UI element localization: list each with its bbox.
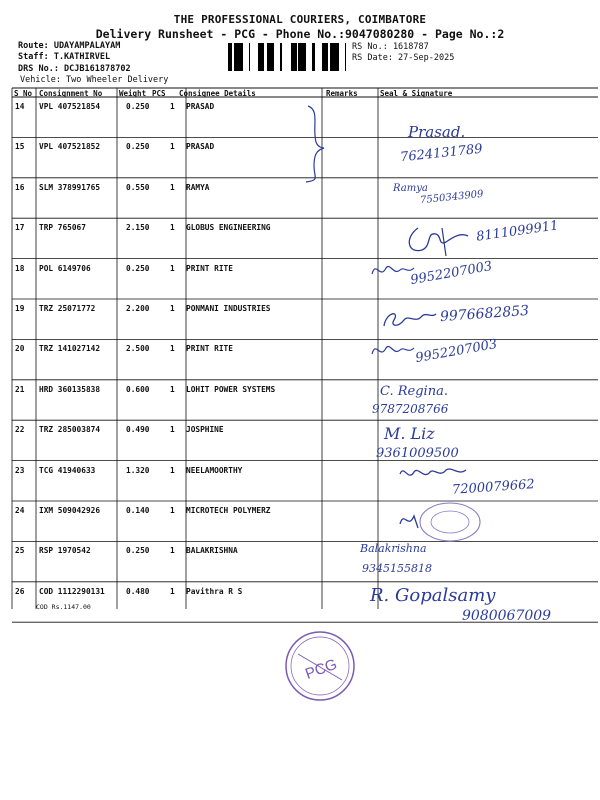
- row-consignee: PRINT RITE: [186, 344, 233, 354]
- row-consignee: PRASAD: [186, 102, 215, 111]
- row-weight: 2.150: [126, 223, 150, 233]
- row-weight: 0.600: [126, 384, 150, 394]
- brace-mark: [302, 104, 326, 184]
- row-pcs: 1: [170, 384, 175, 394]
- row-sno: 14: [15, 102, 25, 111]
- company-seal-microtech: [392, 500, 492, 544]
- row-sno: 16: [15, 182, 25, 192]
- row-consignment: TRP 765067: [39, 223, 86, 233]
- col-header-weight: Weight: [119, 89, 147, 98]
- phone-josphine: 9361009500: [376, 446, 459, 461]
- phone-prasad: 7624131789: [399, 141, 484, 166]
- row-sno: 25: [15, 546, 25, 556]
- row-pcs: 1: [170, 506, 175, 515]
- row-weight: 0.490: [126, 425, 150, 435]
- row-consignee: MICROTECH POLYMERZ: [186, 506, 271, 515]
- phone-globus: 8111099911: [475, 218, 560, 245]
- row-weight: 0.250: [126, 102, 150, 111]
- row-consignment: VPL 407521852: [39, 142, 101, 152]
- row-weight: 0.140: [126, 506, 150, 515]
- row-consignment: TRZ 285003874: [39, 425, 101, 435]
- row-consignment: VPL 407521854: [39, 102, 101, 111]
- phone-balakrishna: 9345155818: [362, 562, 432, 575]
- col-header-sno: S No: [14, 89, 33, 98]
- staff-label: Staff: T.KATHIRVEL: [18, 52, 111, 62]
- row-pcs: 1: [170, 465, 175, 475]
- signature-josphine: M. Liz: [384, 424, 435, 443]
- phone-gopalsamy: 9080067009: [462, 608, 552, 624]
- signature-regina: C. Regina.: [380, 384, 448, 399]
- row-sno: 21: [15, 384, 25, 394]
- row-sno: 20: [15, 344, 25, 354]
- row-pcs: 1: [170, 102, 175, 111]
- signature-neelamoorthy: [396, 462, 474, 484]
- signature-gopalsamy: R. Gopalsamy: [370, 585, 496, 606]
- phone-neelamoorthy: 7200079662: [451, 477, 536, 498]
- row-pcs: 1: [170, 586, 175, 596]
- row-weight: 0.250: [126, 263, 150, 273]
- row-consignee: LOHIT POWER SYSTEMS: [186, 384, 276, 394]
- row-consignment: TRZ 141027142: [39, 344, 101, 354]
- route-label: Route: UDAYAMPALAYAM: [18, 41, 121, 51]
- row-sno: 15: [15, 142, 25, 152]
- row-weight: 0.250: [126, 142, 150, 152]
- cod-amount: COD Rs.1147.00: [36, 603, 91, 611]
- row-consignment: SLM 378991765: [39, 182, 101, 192]
- phone-ponmani: 9976682853: [439, 302, 530, 326]
- row-pcs: 1: [170, 223, 175, 233]
- row-consignment: HRD 360135838: [39, 384, 101, 394]
- row-pcs: 1: [170, 182, 175, 192]
- signature-prasad: Prasad.: [408, 123, 466, 141]
- row-sno: 22: [15, 425, 25, 435]
- barcode: [228, 43, 348, 71]
- row-pcs: 1: [170, 546, 175, 556]
- vehicle-label: Vehicle: Two Wheeler Delivery: [20, 75, 169, 85]
- row-weight: 1.320: [126, 465, 150, 475]
- row-pcs: 1: [170, 142, 175, 152]
- row-sno: 24: [15, 506, 25, 515]
- row-weight: 2.200: [126, 304, 150, 313]
- col-header-consignee: Consignee Details: [179, 89, 256, 98]
- row-consignee: PONMANI INDUSTRIES: [186, 304, 271, 313]
- row-pcs: 1: [170, 425, 175, 435]
- row-consignee: GLOBUS ENGINEERING: [186, 223, 271, 233]
- pcg-stamp-text: PCG: [303, 655, 340, 683]
- row-pcs: 1: [170, 263, 175, 273]
- row-consignee: Pavithra R S: [186, 586, 243, 596]
- row-consignee: RAMYA: [186, 182, 210, 192]
- pcg-stamp: [278, 624, 362, 708]
- rs-number: RS No.: 1618787: [352, 42, 429, 52]
- row-pcs: 1: [170, 304, 175, 313]
- phone-ramya: 7550343909: [419, 188, 485, 207]
- runsheet-subtitle: Delivery Runsheet - PCG - Phone No.:9047080280 - Page No.:2: [95, 27, 505, 41]
- row-consignee: NEELAMOORTHY: [186, 465, 243, 475]
- row-consignment: IXM 509042926: [39, 506, 101, 515]
- phone-printrite-2: 9952207003: [414, 336, 499, 367]
- rs-date: RS Date: 27-Sep-2025: [352, 53, 455, 63]
- phone-regina: 9787208766: [372, 402, 449, 416]
- row-weight: 0.250: [126, 546, 150, 556]
- drs-label: DRS No.: DCJB161878702: [18, 64, 131, 74]
- row-consignment: RSP 1970542: [39, 546, 91, 556]
- phone-printrite-1: 9952207003: [409, 258, 494, 289]
- row-sno: 17: [15, 223, 25, 233]
- signature-balakrishna: Balakrishna: [360, 542, 427, 555]
- col-header-remarks: Remarks: [326, 89, 358, 98]
- row-consignment: POL 6149706: [39, 263, 91, 273]
- signature-printrite-2: [368, 336, 418, 362]
- row-consignee: PRINT RITE: [186, 263, 233, 273]
- row-consignment: TRZ 25071772: [39, 304, 96, 313]
- row-sno: 19: [15, 304, 25, 313]
- row-pcs: 1: [170, 344, 175, 354]
- signature-ponmani: [380, 306, 438, 332]
- row-consignee: PRASAD: [186, 142, 215, 152]
- signature-ramya: Ramya: [393, 183, 428, 194]
- row-sno: 26: [15, 586, 25, 596]
- col-header-seal: Seal & Signature: [380, 89, 453, 98]
- col-header-consignment: Consignment No: [39, 89, 103, 98]
- row-consignee: JOSPHINE: [186, 425, 224, 435]
- row-consignee: BALAKRISHNA: [186, 546, 238, 556]
- row-sno: 23: [15, 465, 25, 475]
- row-weight: 0.550: [126, 182, 150, 192]
- row-consignment: COD 1112290131: [39, 586, 105, 596]
- row-consignment: TCG 41940633: [39, 465, 96, 475]
- col-header-pcs: PCS: [152, 89, 166, 98]
- company-title: THE PROFESSIONAL COURIERS, COIMBATORE: [173, 13, 427, 26]
- row-weight: 0.480: [126, 586, 150, 596]
- row-weight: 2.500: [126, 344, 150, 354]
- row-sno: 18: [15, 263, 25, 273]
